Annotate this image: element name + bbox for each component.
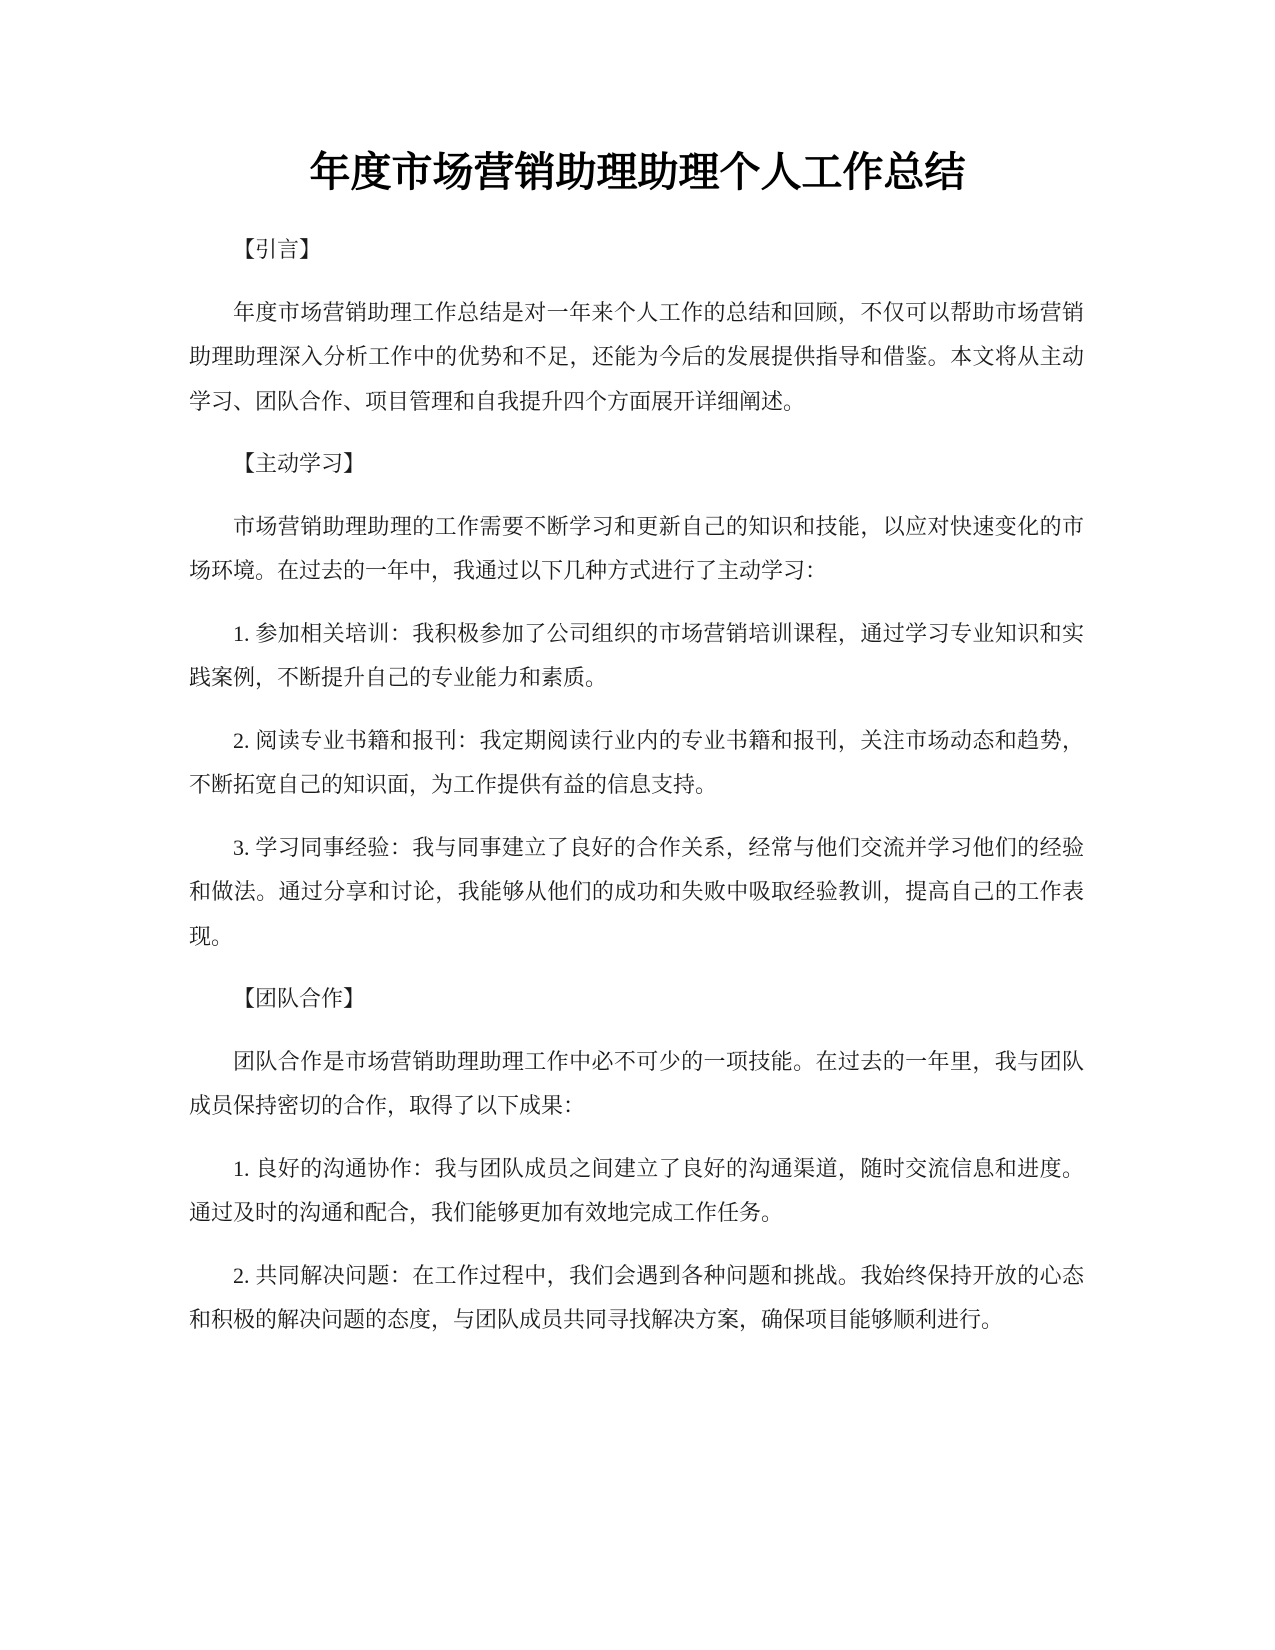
paragraph: 市场营销助理助理的工作需要不断学习和更新自己的知识和技能，以应对快速变化的市场环境。在过去的一年中，我通过以下几种方式进行了主动学习： [189,513,1084,583]
list-item: 2. 共同解决问题：在工作过程中，我们会遇到各种问题和挑战。我始终保持开放的心态和积极的解决问题的态度，与团队成员共同寻找解决方案，确保项目能够顺利进行。 [189,1262,1084,1332]
document-body [189,228,1084,1361]
section-heading-intro: 【引言】 [233,237,322,262]
list-item: 2. 阅读专业书籍和报刊：我定期阅读行业内的专业书籍和报刊，关注市场动态和趋势，不断拓宽自己的知识面，为工作提供有益的信息支持。 [189,727,1084,797]
section-heading-teamwork: 【团队合作】 [233,986,366,1011]
paragraph: 年度市场营销助理工作总结是对一年来个人工作的总结和回顾，不仅可以帮助市场营销助理助理深入分析工作中的优势和不足，还能为今后的发展提供指导和借鉴。本文将从主动学习、团队合作、项目管理和自我提升四个方面展开详细阐述。 [189,299,1084,414]
list-item: 1. 参加相关培训：我积极参加了公司组织的市场营销培训课程，通过学习专业知识和实践案例，不断提升自己的专业能力和素质。 [189,620,1084,690]
list-item: 3. 学习同事经验：我与同事建立了良好的合作关系，经常与他们交流并学习他们的经验和做法。通过分享和讨论，我能够从他们的成功和失败中吸取经验教训，提高自己的工作表现。 [189,834,1084,949]
paragraph: 团队合作是市场营销助理助理工作中必不可少的一项技能。在过去的一年里，我与团队成员保持密切的合作，取得了以下成果： [189,1048,1084,1118]
list-item: 1. 良好的沟通协作：我与团队成员之间建立了良好的沟通渠道，随时交流信息和进度。通过及时的沟通和配合，我们能够更加有效地完成工作任务。 [189,1155,1084,1225]
section-heading-learning: 【主动学习】 [233,451,366,476]
document-title: 年度市场营销助理助理个人工作总结 [309,148,966,196]
